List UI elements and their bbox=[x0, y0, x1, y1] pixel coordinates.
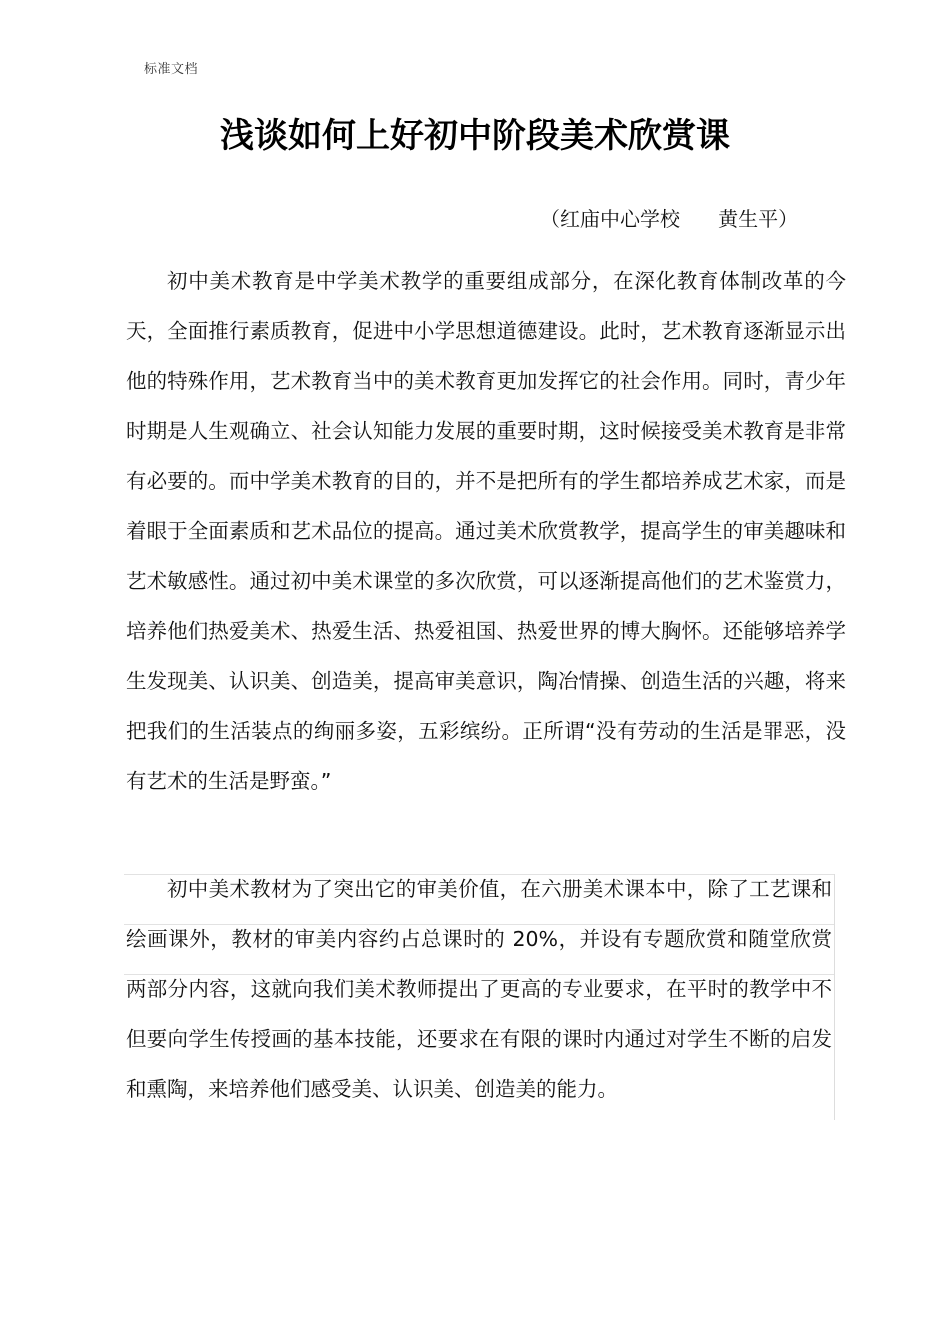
body-paragraph-1: 初中美术教育是中学美术教学的重要组成部分，在深化教育体制改革的今天，全面推行素质教育，促进中小学思想道德建设。此时，艺术教育逐渐显示出他的特殊作用，艺术教育当中的美术教育更加发挥它的社会作用。同时，青少年时期是人生观确立、社会认知能力发展的重要时期，这时候接受美术教育是非常有必要的。而中学美术教育的目的，并不是把所有的学生都培养成艺术家，而是着眼于全面素质和艺术品位的提高。通过美术欣赏教学，提高学生的审美趣味和艺术敏感性。通过初中美术课堂的多次欣赏，可以逐渐提高他们的艺术鉴赏力，培养他们热爱美术、热爱生活、热爱祖国、热爱世界的博大胸怀。还能够培养学生发现美、认识美、创造美，提高审美意识，陶冶情操、创造生活的兴趣，将来把我们的生活装点的绚丽多姿，五彩缤纷。正所谓“没有劳动的生活是罪恶，没有艺术的生活是野蛮。” bbox=[126, 269, 846, 793]
document-header-label: 标准文档 bbox=[144, 62, 199, 77]
body-paragraph-2: 初中美术教材为了突出它的审美价值，在六册美术课本中，除了工艺课和绘画课外，教材的审美内容约占总课时的 20%，并设有专题欣赏和随堂欣赏两部分内容，这就向我们美术教师提出了更高的专业要求，在平时的教学中不但要向学生传授画的基本技能，还要求在有限的课时内通过对学生不断的启发和熏陶，来培养他们感受美、认识美、创造美的能力。 bbox=[126, 877, 832, 1101]
author-line: （红庙中心学校 黄生平） bbox=[540, 207, 799, 231]
document-title: 浅谈如何上好初中阶段美术欣赏课 bbox=[220, 116, 730, 156]
